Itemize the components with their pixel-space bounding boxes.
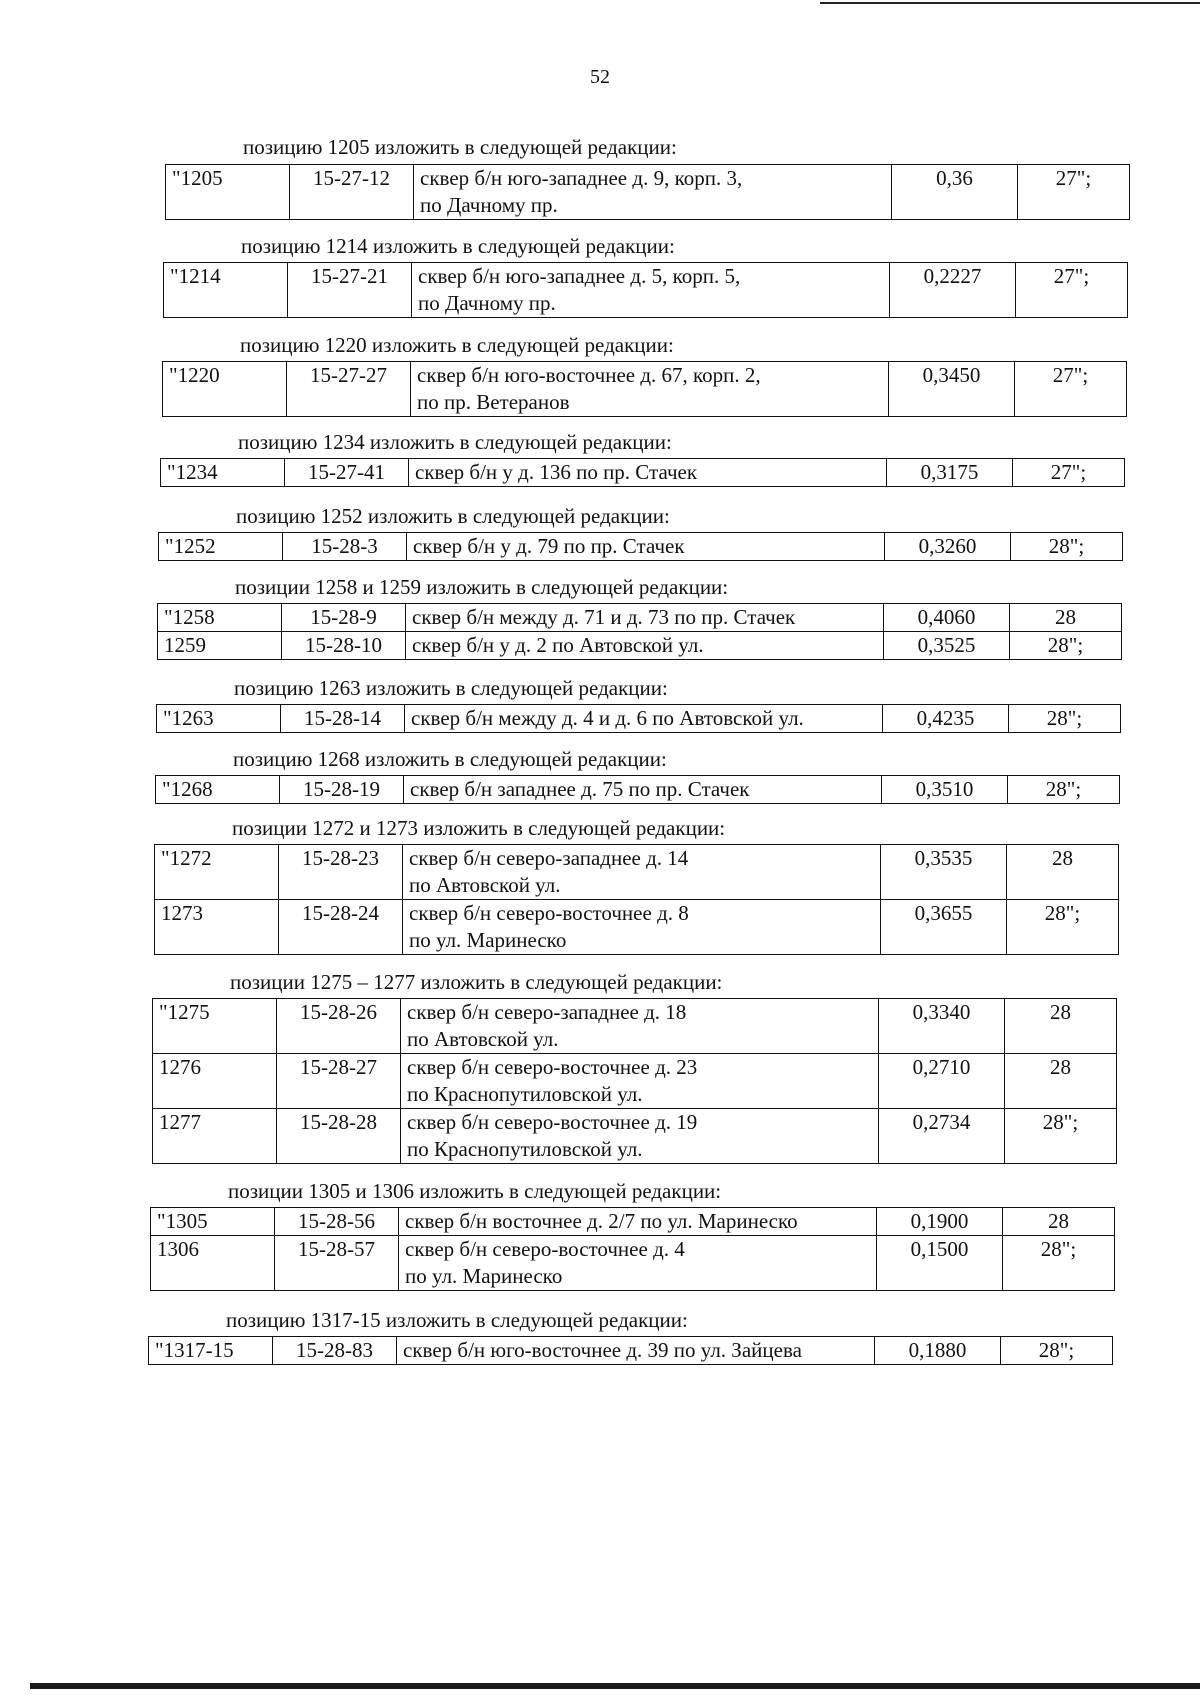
zone-number: 28"; [1009, 705, 1121, 733]
position-number: "1263 [157, 705, 281, 733]
area-value: 0,1900 [877, 1208, 1003, 1236]
entries-table [162, 361, 1127, 417]
description-line: сквер б/н юго-восточнее д. 39 по ул. Зайцева [403, 1338, 802, 1362]
table-row [155, 900, 1119, 955]
table-row [159, 533, 1123, 561]
entries-table [157, 603, 1122, 660]
position-number: 1259 [158, 632, 282, 660]
square-description [409, 459, 887, 487]
cadastral-code: 15-28-56 [275, 1208, 399, 1236]
cadastral-code: 15-27-41 [285, 459, 409, 487]
cadastral-code: 15-28-27 [277, 1054, 401, 1109]
square-description [399, 1208, 877, 1236]
table-row [158, 632, 1122, 660]
table-row [155, 845, 1119, 900]
table-row [157, 705, 1121, 733]
entries-table [156, 704, 1121, 733]
area-value: 0,2227 [890, 263, 1016, 318]
zone-number: 27"; [1016, 263, 1128, 318]
area-value: 0,4060 [884, 604, 1010, 632]
position-number: 1277 [153, 1109, 277, 1164]
area-value: 0,2734 [879, 1109, 1005, 1164]
table-row [153, 1054, 1117, 1109]
section-heading: позицию 1234 изложить в следующей редакции: [238, 430, 672, 454]
description-line: сквер б/н юго-западнее д. 5, корп. 5, [418, 264, 741, 288]
section-heading: позицию 1205 изложить в следующей редакции: [243, 135, 677, 159]
table-row [149, 1337, 1113, 1365]
area-value: 0,4235 [883, 705, 1009, 733]
description-line: по Краснопутиловской ул. [407, 1137, 643, 1161]
area-value: 0,3450 [889, 362, 1015, 417]
square-description [407, 533, 885, 561]
section-heading: позиции 1272 и 1273 изложить в следующей редакции: [232, 816, 726, 840]
description-line: по Дачному пр. [420, 193, 558, 217]
section-heading: позиции 1305 и 1306 изложить в следующей редакции: [228, 1179, 722, 1203]
position-number: "1205 [166, 165, 290, 220]
cadastral-code: 15-28-57 [275, 1236, 399, 1291]
square-description [397, 1337, 875, 1365]
zone-number: 28 [1005, 999, 1117, 1054]
square-description [406, 632, 884, 660]
cadastral-code: 15-28-9 [282, 604, 406, 632]
description-line: по ул. Маринеско [409, 928, 567, 952]
position-number: "1234 [161, 459, 285, 487]
area-value: 0,1500 [877, 1236, 1003, 1291]
position-number: 1273 [155, 900, 279, 955]
description-line: сквер б/н северо-западнее д. 18 [407, 1000, 687, 1024]
cadastral-code: 15-28-23 [279, 845, 403, 900]
zone-number: 27"; [1013, 459, 1125, 487]
cadastral-code: 15-28-14 [281, 705, 405, 733]
zone-number: 28"; [1001, 1337, 1113, 1365]
zone-number: 28"; [1005, 1109, 1117, 1164]
zone-number: 28"; [1008, 776, 1120, 804]
description-line: по пр. Ветеранов [417, 390, 570, 414]
section-heading: позиции 1258 и 1259 изложить в следующей редакции: [235, 575, 729, 599]
description-line: сквер б/н юго-западнее д. 9, корп. 3, [420, 166, 743, 190]
description-line: сквер б/н северо-восточнее д. 8 [409, 901, 689, 925]
position-number: "1317-15 [149, 1337, 273, 1365]
table-row [164, 263, 1128, 318]
zone-number: 28"; [1011, 533, 1123, 561]
position-number: "1305 [151, 1208, 275, 1236]
position-number: 1276 [153, 1054, 277, 1109]
description-line: по Автовской ул. [407, 1027, 559, 1051]
cadastral-code: 15-27-12 [290, 165, 414, 220]
square-description [412, 263, 890, 318]
position-number: "1252 [159, 533, 283, 561]
zone-number: 28"; [1003, 1236, 1115, 1291]
area-value: 0,3655 [881, 900, 1007, 955]
area-value: 0,2710 [879, 1054, 1005, 1109]
square-description [406, 604, 884, 632]
zone-number: 28 [1007, 845, 1119, 900]
square-description [403, 900, 881, 955]
table-row [153, 999, 1117, 1054]
square-description [404, 776, 882, 804]
description-line: по Автовской ул. [409, 873, 561, 897]
description-line: по Краснопутиловской ул. [407, 1082, 643, 1106]
table-row [166, 165, 1130, 220]
area-value: 0,3535 [881, 845, 1007, 900]
zone-number: 28"; [1010, 632, 1122, 660]
cadastral-code: 15-28-3 [283, 533, 407, 561]
description-line: сквер б/н у д. 2 по Автовской ул. [412, 633, 704, 657]
description-line: сквер б/н западнее д. 75 по пр. Стачек [410, 777, 750, 801]
entries-table [148, 1336, 1113, 1365]
description-line: по ул. Маринеско [405, 1264, 563, 1288]
entries-table [152, 998, 1117, 1164]
entries-table [163, 262, 1128, 318]
position-number: "1258 [158, 604, 282, 632]
table-row [163, 362, 1127, 417]
square-description [405, 705, 883, 733]
page-number: 52 [590, 66, 610, 88]
bottom-rule [30, 1683, 1200, 1689]
entries-table [155, 775, 1120, 804]
description-line: по Дачному пр. [418, 291, 556, 315]
square-description [411, 362, 889, 417]
entries-table [150, 1207, 1115, 1291]
description-line: сквер б/н между д. 4 и д. 6 по Автовской ул. [411, 706, 804, 730]
entries-table [160, 458, 1125, 487]
section-heading: позицию 1220 изложить в следующей редакции: [240, 333, 674, 357]
zone-number: 27"; [1015, 362, 1127, 417]
position-number: "1272 [155, 845, 279, 900]
description-line: сквер б/н у д. 136 по пр. Стачек [415, 460, 698, 484]
table-row [151, 1208, 1115, 1236]
position-number: 1306 [151, 1236, 275, 1291]
description-line: сквер б/н между д. 71 и д. 73 по пр. Стачек [412, 605, 796, 629]
entries-table [154, 844, 1119, 955]
cadastral-code: 15-28-28 [277, 1109, 401, 1164]
cadastral-code: 15-28-24 [279, 900, 403, 955]
description-line: сквер б/н юго-восточнее д. 67, корп. 2, [417, 363, 761, 387]
section-heading: позицию 1268 изложить в следующей редакции: [233, 747, 667, 771]
description-line: сквер б/н северо-восточнее д. 4 [405, 1237, 685, 1261]
area-value: 0,3175 [887, 459, 1013, 487]
position-number: "1275 [153, 999, 277, 1054]
zone-number: 28 [1005, 1054, 1117, 1109]
square-description [403, 845, 881, 900]
section-heading: позицию 1214 изложить в следующей редакции: [241, 234, 675, 258]
cadastral-code: 15-28-26 [277, 999, 401, 1054]
square-description [401, 1109, 879, 1164]
table-row [151, 1236, 1115, 1291]
area-value: 0,3340 [879, 999, 1005, 1054]
zone-number: 28 [1010, 604, 1122, 632]
section-heading: позицию 1317-15 изложить в следующей редакции: [226, 1308, 688, 1332]
square-description [399, 1236, 877, 1291]
square-description [401, 1054, 879, 1109]
position-number: "1268 [156, 776, 280, 804]
cadastral-code: 15-28-10 [282, 632, 406, 660]
entries-table [158, 532, 1123, 561]
table-row [153, 1109, 1117, 1164]
description-line: сквер б/н северо-восточнее д. 23 [407, 1055, 698, 1079]
cadastral-code: 15-28-83 [273, 1337, 397, 1365]
area-value: 0,3525 [884, 632, 1010, 660]
position-number: "1220 [163, 362, 287, 417]
description-line: сквер б/н северо-западнее д. 14 [409, 846, 689, 870]
area-value: 0,3510 [882, 776, 1008, 804]
zone-number: 28 [1003, 1208, 1115, 1236]
description-line: сквер б/н восточнее д. 2/7 по ул. Маринеско [405, 1209, 798, 1233]
position-number: "1214 [164, 263, 288, 318]
section-heading: позицию 1252 изложить в следующей редакции: [236, 504, 670, 528]
section-heading: позицию 1263 изложить в следующей редакции: [234, 676, 668, 700]
square-description [401, 999, 879, 1054]
area-value: 0,3260 [885, 533, 1011, 561]
section-heading: позиции 1275 – 1277 изложить в следующей редакции: [230, 970, 723, 994]
table-row [158, 604, 1122, 632]
entries-table [165, 164, 1130, 220]
description-line: сквер б/н северо-восточнее д. 19 [407, 1110, 698, 1134]
zone-number: 28"; [1007, 900, 1119, 955]
cadastral-code: 15-27-27 [287, 362, 411, 417]
table-row [161, 459, 1125, 487]
zone-number: 27"; [1018, 165, 1130, 220]
table-row [156, 776, 1120, 804]
square-description [414, 165, 892, 220]
description-line: сквер б/н у д. 79 по пр. Стачек [413, 534, 685, 558]
area-value: 0,36 [892, 165, 1018, 220]
cadastral-code: 15-28-19 [280, 776, 404, 804]
cadastral-code: 15-27-21 [288, 263, 412, 318]
area-value: 0,1880 [875, 1337, 1001, 1365]
